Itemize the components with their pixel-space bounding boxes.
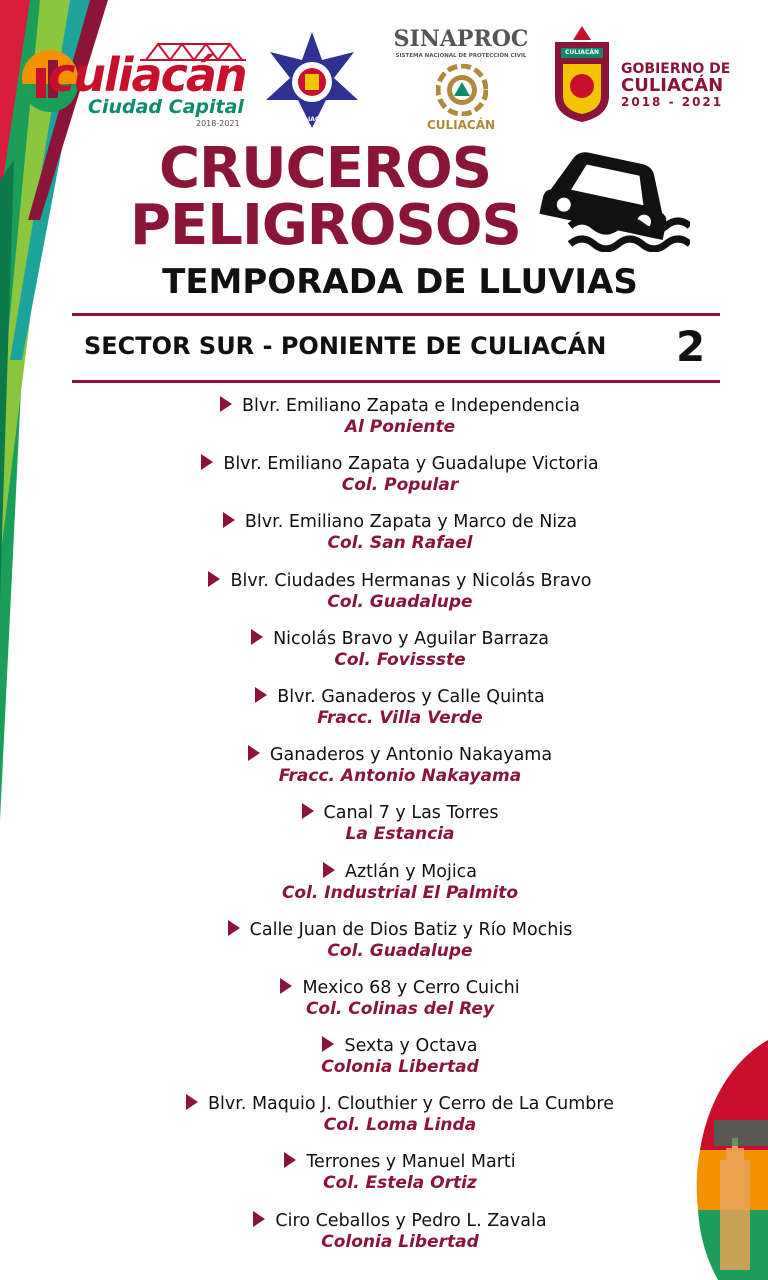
arrow-right-icon [186, 1094, 198, 1110]
crossing-colony: Col. Estela Ortiz [323, 1173, 477, 1194]
crossing-colony: Col. Loma Linda [323, 1115, 477, 1136]
culiacan-subtitle: Ciudad Capital [88, 96, 244, 118]
crossing-street [120, 858, 680, 883]
crossing-colony: Colonia Libertad [321, 1057, 479, 1078]
crossing-street [120, 799, 680, 824]
sinaproc-city: CULIACÁN [426, 118, 496, 132]
list-item [120, 567, 680, 625]
crossing-colony: Col. Fovissste [334, 649, 466, 670]
sinaproc-subtitle: SISTEMA NACIONAL DE PROTECCIÓN CIVIL [395, 53, 527, 59]
crossing-street-text: Canal 7 y Las Torres [323, 803, 499, 824]
crossing-street-text: Ganaderos y Antonio Nakayama [269, 745, 553, 766]
government-line2: CULIACÁN [621, 74, 724, 96]
arrow-right-icon [251, 629, 263, 645]
arrow-right-icon [323, 862, 335, 878]
headline [130, 136, 521, 258]
coat-of-arms-icon [553, 26, 611, 122]
list-item [120, 1090, 680, 1148]
arrow-right-icon [255, 687, 267, 703]
crossing-street [120, 508, 680, 533]
headline-line1: CRUCEROS [158, 136, 492, 201]
crossing-colony: Fracc. Villa Verde [317, 707, 483, 728]
crossing-street-text: Calle Juan de Dios Batiz y Río Mochis [249, 919, 573, 940]
crossing-street-text: Blvr. Emiliano Zapata y Marco de Niza [244, 512, 578, 533]
government-label [621, 62, 736, 108]
crossing-street-text: Blvr. Emiliano Zapata e Independencia [241, 396, 580, 416]
arrow-right-icon [248, 745, 260, 761]
list-item [120, 683, 680, 741]
badge-text: CULIACÁN [294, 116, 330, 123]
culiacan-logo [18, 38, 248, 133]
municipal-shield [553, 26, 611, 122]
headline-line2: PELIGROSOS [130, 193, 521, 258]
list-item [120, 858, 680, 916]
list-item [120, 799, 680, 857]
list-item [120, 916, 680, 974]
arrow-right-icon [302, 803, 314, 819]
crossing-street-text: Ciro Ceballos y Pedro L. Zavala [275, 1210, 547, 1231]
crossing-street-text: Sexta y Octava [344, 1036, 478, 1057]
crossing-colony: Col. San Rafael [327, 533, 473, 554]
bottom-right-decoration [678, 1040, 768, 1280]
crossing-street-text: Blvr. Ciudades Hermanas y Nicolás Bravo [230, 570, 592, 591]
crossing-street [120, 741, 680, 766]
crossing-colony: Colonia Libertad [321, 1231, 479, 1252]
car-flood-icon [530, 148, 690, 252]
crossing-colony: Col. Guadalupe [327, 940, 473, 961]
crossing-colony: Col. Colinas del Rey [305, 998, 495, 1019]
arrow-right-icon [280, 978, 292, 994]
crossing-street [120, 974, 680, 999]
arrow-right-icon [223, 512, 235, 528]
culiacan-wordmark: culiacán [48, 48, 246, 102]
list-item [120, 392, 680, 450]
star-badge-icon [262, 30, 362, 130]
crossing-street [120, 1207, 680, 1232]
police-badge [262, 30, 362, 130]
civil-protection-icon [436, 64, 488, 116]
crossing-colony: Col. Industrial El Palmito [281, 882, 519, 903]
crossing-street [120, 683, 680, 708]
top-divider [72, 313, 720, 316]
list-item [120, 741, 680, 799]
crossings-list [120, 392, 680, 1265]
crossing-street-text: Blvr. Ganaderos y Calle Quinta [277, 686, 545, 707]
crossing-street [120, 1032, 680, 1057]
list-item [120, 508, 680, 566]
crossing-street-text: Aztlán y Mojica [344, 861, 478, 882]
crossing-street-text: Nicolás Bravo y Aguilar Barraza [273, 628, 549, 649]
crossing-street [120, 450, 680, 475]
government-line3: 2018 - 2021 [621, 94, 724, 109]
sector-number: 2 [676, 322, 706, 371]
crossing-street [120, 1148, 680, 1173]
crossing-colony: Al Poniente [344, 417, 456, 437]
crossing-street [120, 1090, 680, 1115]
list-item [120, 974, 680, 1032]
list-item [120, 450, 680, 508]
list-item [120, 1207, 680, 1265]
list-item [120, 1148, 680, 1206]
crossing-street-text: Terrones y Manuel Marti [306, 1152, 516, 1173]
crossing-street [120, 392, 680, 417]
culiacan-years: 2018-2021 [196, 119, 240, 128]
season-title: TEMPORADA DE LLUVIAS [162, 262, 638, 302]
crossing-street-text: Mexico 68 y Cerro Cuichi [302, 977, 520, 998]
shield-text: CULIACÁN [564, 49, 600, 56]
crossing-colony: Col. Guadalupe [327, 591, 473, 612]
arrow-right-icon [201, 454, 213, 470]
arrow-right-icon [208, 571, 220, 587]
bottom-divider [72, 380, 720, 383]
arrow-right-icon [284, 1152, 296, 1168]
crossing-street [120, 567, 680, 592]
crossing-colony: La Estancia [345, 824, 455, 845]
crossing-street [120, 625, 680, 650]
government-line1: GOBIERNO DE [621, 61, 731, 77]
crossing-street-text: Blvr. Maquio J. Clouthier y Cerro de La Cumbre [208, 1094, 614, 1115]
crossing-colony: Col. Popular [341, 475, 459, 496]
crossing-street [120, 916, 680, 941]
list-item [120, 1032, 680, 1090]
sinaproc-title: SINAPROC [393, 26, 529, 52]
arrow-right-icon [220, 396, 232, 412]
crossing-street-text: Blvr. Emiliano Zapata y Guadalupe Victoria [223, 454, 599, 475]
arrow-right-icon [228, 920, 240, 936]
arrow-right-icon [253, 1211, 265, 1227]
sector-label: SECTOR SUR - PONIENTE DE CULIACÁN [84, 332, 607, 360]
crossing-colony: Fracc. Antonio Nakayama [278, 766, 522, 787]
arrow-right-icon [322, 1036, 334, 1052]
list-item [120, 625, 680, 683]
